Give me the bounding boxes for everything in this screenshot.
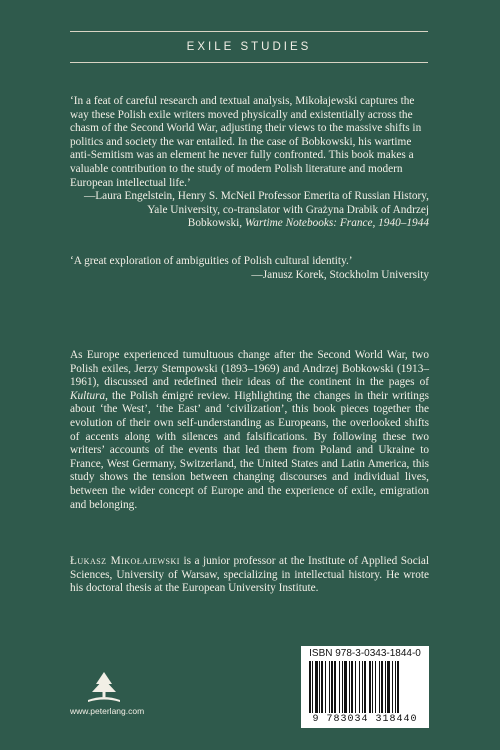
endorsement-quote-1 [70, 95, 429, 231]
author-name: Łukasz Mikołajewski [70, 555, 180, 567]
barcode-bar [309, 661, 311, 713]
barcode-bar [372, 661, 373, 713]
author-bio [70, 555, 429, 596]
barcode-bar [395, 661, 396, 713]
barcode-bar [379, 661, 380, 713]
barcode-bar [362, 661, 363, 713]
journal-title: Kultura [70, 389, 106, 402]
book-title: Wartime Notebooks: France, 1940–1944 [244, 217, 429, 230]
barcode-digits: 9 783034 318440 [312, 714, 418, 725]
barcode-bar [331, 661, 333, 713]
attribution-line: Yale University, co-translator with Grażyna Drabik of Andrzej [147, 203, 429, 216]
tree-logo-icon [74, 670, 134, 704]
endorsement-quote-2 [70, 255, 429, 282]
barcode-bar [351, 661, 353, 713]
isbn-label: ISBN 978-3-0343-1844-0 [309, 648, 421, 659]
author-bio-text: is a junior professor at the Institute of Applied Social Sciences, University of Warsaw, specializing in intellectual history. He wrote his doctoral thesis at the European University Institute. [70, 555, 429, 595]
barcode-bar [312, 661, 313, 713]
barcode-bar [387, 661, 390, 713]
barcode-bar [397, 661, 399, 713]
barcode-bar [319, 661, 320, 713]
barcode-bar [355, 661, 356, 713]
description-text: , the Polish émigré review. Highlighting the changes in their writings about ‘the West’, ‘the East’ and ‘civilization’, this book pieces together the evolution of their own self-understanding as Europeans, the overlooked shifts of accents along with silences and falsifications. By following these two writers’ accounts of the events that led them from Poland and Ukraine to France, West Germany, Switzerland, the United States and Latin America, this study shows the tension between changing discourses and individual lives, between the wider concept of Europe and the experience of exile, emigration and belonging. [70, 389, 429, 511]
attribution-line: —Laura Engelstein, Henry S. McNeil Professor Emerita of Russian History, [83, 190, 429, 203]
quote-attribution [70, 190, 429, 231]
barcode-bar [359, 661, 360, 713]
barcode-bar [349, 661, 350, 713]
barcode-bar [392, 661, 393, 713]
attribution-prefix: Bobkowski, [187, 217, 245, 230]
barcode-bar [334, 661, 336, 713]
barcode-bar [321, 661, 323, 713]
series-name: EXILE STUDIES [186, 41, 312, 53]
barcode-bars [307, 661, 423, 713]
barcode-bar [339, 661, 340, 713]
barcode-bar [344, 661, 347, 713]
quote-attribution: —Janusz Korek, Stockholm University [251, 268, 429, 281]
description-text: As Europe experienced tumultuous change after the Second World War, two Polish exiles, Jerzy Stempowski (1893–1969) and Andrzej Bobkowski (1913–1961), discussed and redefined their ideas of the continent in the pages of [70, 349, 429, 389]
barcode-bar [375, 661, 376, 713]
quote-text: ‘A great exploration of ambiguities of Polish cultural identity.’ [70, 255, 353, 267]
publisher-website[interactable]: www.peterlang.com [70, 706, 145, 716]
quote-text: ‘In a feat of careful research and textual analysis, Mikołajewski captures the way these Polish exile writers moved physically and existentially across the chasm of the Second World War, adjusting their views to the massive shifts in politics and society the war entailed. In the case of Bobkowski, his wartime anti-Semitism was an element he never fully confronted. This book makes a valuable contribution to the study of modern Polish literature and modern European intellectual life.’ [70, 95, 422, 189]
barcode-bar [329, 661, 330, 713]
barcode-bar [364, 661, 366, 713]
book-description [70, 349, 429, 512]
barcode-bar [385, 661, 386, 713]
barcode-bar [315, 661, 318, 713]
barcode-bar [325, 661, 326, 713]
series-banner [70, 31, 428, 63]
attribution-line [70, 217, 429, 231]
barcode-bar [381, 661, 383, 713]
barcode-bar [369, 661, 371, 713]
isbn-barcode [301, 646, 429, 728]
barcode-bar [342, 661, 343, 713]
